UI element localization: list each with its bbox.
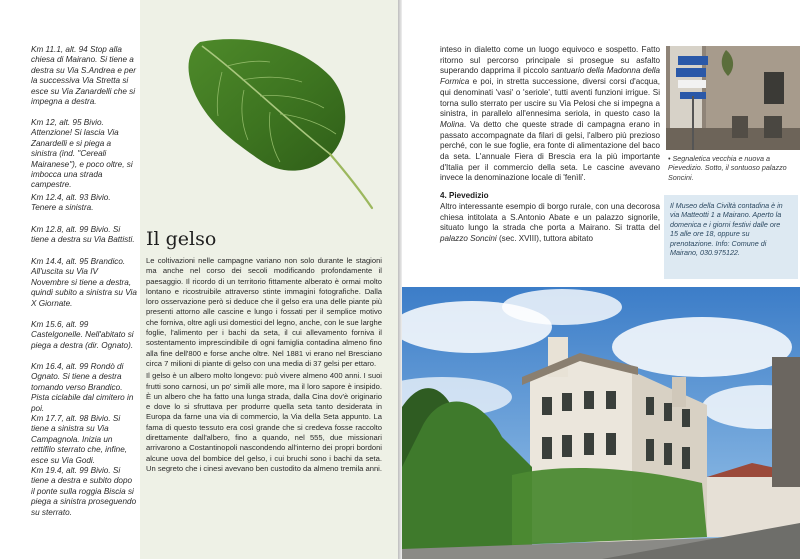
- text-run-italic: santuario della Madonna della Formica: [440, 66, 661, 87]
- route-entry: [31, 362, 137, 414]
- route-text: Si tiene a destra tornando verso Brandico. Pista ciclabile dal cimitero in poi.: [31, 372, 134, 413]
- main-text: [440, 45, 660, 245]
- route-km: Km 11.1, alt. 94 Stop alla chiesa di Mairano.: [31, 45, 122, 65]
- route-km: Km 16.4, alt. 99 Rondò di Ognato.: [31, 362, 124, 382]
- route-km: Km 12, alt. 95 Bivio.: [31, 118, 104, 127]
- text-run-italic: Molina: [440, 119, 464, 129]
- essay-title: Il gelso: [146, 228, 217, 250]
- text-run: Altro interessante esempio di borgo rurale, con una decorosa chiesa intitolata a S.Antonio Abate e un palazzo signorile, situato lungo la strada che porta a Mairano. Si tratta del: [440, 201, 660, 233]
- route-entry: [31, 193, 137, 214]
- route-entry: [31, 320, 137, 351]
- route-entry: [31, 45, 137, 107]
- road-sign-illustration: [666, 46, 800, 150]
- route-km: Km 12.4, alt. 93 Bivio.: [31, 193, 111, 202]
- route-text: Attenzione! Si lascia Via Zanardelli e si piega a sinistra (ind. "Cereali Mairanese"), e poco oltre, si imbocca una strada campestre.: [31, 128, 133, 190]
- essay-panel: [140, 0, 398, 559]
- road-sign-photo: [666, 46, 800, 150]
- route-text: Nell'abitato si piega a destra (dir. Ognato).: [31, 330, 134, 350]
- text-run: (sec. XVIII), tuttora abitato: [496, 233, 593, 243]
- museum-info-box: [664, 195, 798, 279]
- leaf-illustration: [172, 36, 382, 216]
- section-title: 4. Pievedizio: [440, 191, 489, 201]
- route-text: Tenere a sinistra.: [31, 203, 94, 213]
- text-run: e poi, in stretta successione, diversi corsi d'acqua, qui denominati 'vasi' o 'seriole', tutti aventi funzioni irrigue. Si torna sullo sterrato per uscire su Via Pelosi che si impegna a sinistra, in parallelo all'ennesima seriola, in questo caso la: [440, 77, 660, 119]
- route-text: All'uscita su Via IV Novembre si tiene a destra, quindi subito a sinistra su Via X Giornate.: [31, 267, 137, 308]
- palazzo-soncini-photo: [402, 287, 800, 559]
- text-paragraph: [440, 45, 660, 184]
- route-entry: [31, 257, 137, 309]
- essay-body: [146, 256, 382, 476]
- right-page: [402, 0, 800, 559]
- route-entry: [31, 466, 137, 518]
- museum-info-text: Il Museo della Civiltà contadina è in via Matteotti 1 a Mairano. Aperto la domenica e i giorni festivi dalle ore 15 alle ore 18, oppure su prenotazione. Info: Comune di Mairano, 030.975122.: [670, 201, 783, 258]
- photo-caption: • Segnaletica vecchia e nuova a Pievedizio. Sotto, il sontuoso palazzo Soncini.: [668, 154, 787, 182]
- essay-paragraph: Le coltivazioni nelle campagne variano non solo durante le stagioni ma anche nel corso dei secoli modificando profondamente il paesaggio. Il ricordo di un territorio fittamente alberato è ormai molto lontano e ricostruibile attraverso stinte immagini fotografiche. Dalla loro osservazione però si deduce che il gelso era una delle piante più presenti attorno alle cascine e lungo i fossati per il semplice motivo che forniva, oltre agli usi domestici del legno, anche, con le sue larghe foglie, l'alimento per i bachi da seta, il cui allevamento forniva il sostentamento imprescindibile di ogni famiglia contadina almeno fino alla fine dell'800 e forse anche oltre. Nel 1881 vi erano nel Bresciano circa 7 milioni di piante di gelso con una media di 37 gelsi per ettaro.: [146, 256, 382, 368]
- route-text: Si tiene a destra su Via Battisti.: [31, 225, 135, 245]
- villa-illustration: [402, 287, 800, 559]
- route-km: Km 19.4, alt. 99 Bivio.: [31, 466, 111, 475]
- route-km: Km 12.8, alt. 99 Bivio.: [31, 225, 111, 234]
- route-entry: [31, 118, 137, 191]
- route-directions-column: [0, 0, 140, 559]
- text-paragraph: [440, 202, 660, 245]
- mulberry-leaf-image: [172, 36, 382, 216]
- route-text: Si tiene a sinistra su Via Campagnola. Inizia un rettifilo sterrato che, infine, esce su Via Godi.: [31, 414, 128, 465]
- route-entry: [31, 225, 137, 246]
- route-text: Si tiene a destra su Via S.Andrea e per la successiva Via Stretta si esce su Via Zanardelli che si impegna a destra.: [31, 55, 136, 107]
- route-entry: [31, 414, 137, 466]
- essay-paragraph: Il gelso è un albero molto longevo: può vivere almeno 400 anni. I suoi frutti sono carnosi, un po' simili alle more, ma il loro sapore è insipido. È un albero che ha fatto una lunga strada, dalla Cina dov'è originario e dove lo si sfruttava per produrre quella seta tanto desiderata in Europa da farne una via di commercio, la Via della Seta appunto. La fama di questo tessuto era così grande che si credeva fosse raccolto direttamente dall'albero, fino a quando, nel 555, due missionari arrivarono a Costantinopoli nascondendo all'interno dei propri bordoni alcune uova del bombice del gelso, i cui bruchi sono i bachi da seta. Un segreto che i cinesi avevano ben custodito da almeno tremila anni.: [146, 371, 382, 473]
- left-page: [0, 0, 398, 559]
- route-text: Si tiene a destra e subito dopo il ponte sulla roggia Biscia si piega a sinistra proseguendo su sterrato.: [31, 466, 137, 517]
- text-run-italic: palazzo Soncini: [440, 233, 497, 243]
- text-run: inteso in dialetto come un luogo equivoco e sospetto. Fatto ritorno sul percorso principale si prosegue su asfalto superando dapprima il piccolo: [440, 45, 660, 76]
- route-km: Km 15.6, alt. 99 Castelgonelle.: [31, 320, 89, 340]
- route-km: Km 14.4, alt. 95 Brandico.: [31, 257, 126, 266]
- route-km: Km 17.7, alt. 98 Bivio.: [31, 414, 111, 423]
- text-run: . Va detto che queste strade di campagna erano in passato accompagnate da filari di gelsi, l'albero più prezioso perché, con le sue foglie, era fonte di alimentazione del baco da seta. L'annuale Fiera di Brescia era la più importante d'Italia per il commercio della seta. Le cascine avevano invece la denominazione locale di 'fenìli'.: [440, 119, 660, 183]
